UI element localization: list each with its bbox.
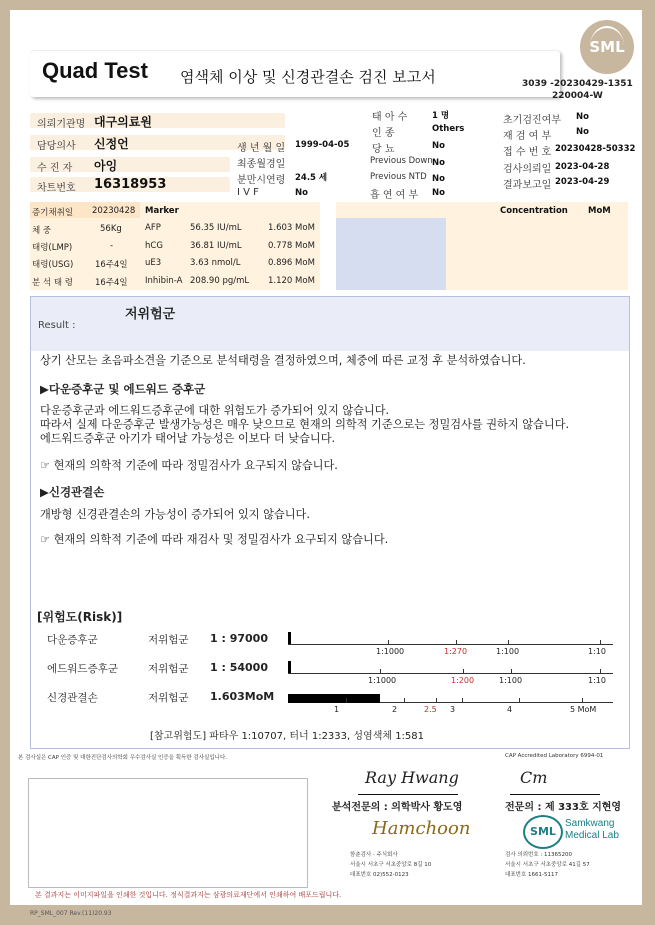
smoking-value: No xyxy=(432,188,445,198)
dob-label: 생 년 월 일 xyxy=(237,143,286,154)
intro-text: 상기 산모는 초음파소견을 기준으로 분석태령을 결정하였으며, 체중에 따른 교정 후 분석하였습니다. xyxy=(40,354,526,367)
risk-title: [위험도(Risk)] xyxy=(37,610,123,624)
risk-tick xyxy=(346,698,347,703)
marker-name: AFP xyxy=(145,223,161,233)
first-test-label: 초기검진여부 xyxy=(503,115,561,126)
retest-label: 재 검 여 부 xyxy=(503,131,552,142)
risk-tick-label: 1:1000 xyxy=(376,647,405,656)
chart-label: 차트번호 xyxy=(37,183,76,194)
cap-right: CAP Accredited Laboratory 6994-01 xyxy=(505,753,604,759)
down-note: ☞ 현재의 의학적 기준에 따라 정밀검사가 요구되지 않습니다. xyxy=(40,459,338,472)
risk-tick-label: 1:270 xyxy=(444,647,468,656)
institution-label: 의뢰기관명 xyxy=(37,119,86,130)
samkwang-name-2: Medical Lab xyxy=(565,830,619,841)
risk-value: 1 : 97000 xyxy=(210,632,268,645)
doc-id-line-2: 220004-W xyxy=(551,91,603,101)
analysis-label: 분 석 태 령 xyxy=(32,278,73,288)
cap-note: 본 검사실은 CAP 인증 및 대한진단검사의학회 우수검사실 인증을 획득한 검사실입니다. xyxy=(18,755,228,761)
marker-name: Inhibin-A xyxy=(145,275,183,286)
risk-tick xyxy=(404,698,405,703)
result-value: 저위험군 xyxy=(125,307,176,322)
signature-right: Cm xyxy=(520,768,548,787)
addr-right-1: 검사 의뢰번호 : 11365200 xyxy=(505,852,572,858)
institution-value: 대구의료원 xyxy=(94,115,152,129)
risk-reference: [참고위험도] 파타우 1:10707, 터너 1:2333, 성염색체 1:581 xyxy=(150,731,425,742)
marker-mom: 1.120 MoM xyxy=(268,275,315,286)
weight-label: 체 중 xyxy=(32,226,52,236)
signature-right-line xyxy=(510,794,600,795)
risk-tick xyxy=(436,698,437,703)
chart-value: 16318953 xyxy=(94,177,167,192)
requested-label: 검사의뢰일 xyxy=(503,164,552,175)
risk-axis xyxy=(288,673,613,674)
signature-left: Ray Hwang xyxy=(365,768,459,787)
risk-tick-label: 1:10 xyxy=(588,676,606,685)
risk-tick-label: 1:200 xyxy=(451,676,475,685)
risk-tick xyxy=(380,669,381,674)
ntd-text-1: 개방형 신경관결손의 가능성이 증가되어 있지 않습니다. xyxy=(40,508,310,521)
brand-title: Quad Test xyxy=(42,58,148,83)
collect-label: 증기채취일 xyxy=(32,208,74,218)
requested-value: 2023-04-28 xyxy=(555,162,610,172)
marker-value: 208.90 pg/mL xyxy=(190,275,250,286)
fetus-value: 1 명 xyxy=(432,111,450,121)
reception-value: 20230428-50332 xyxy=(555,144,636,154)
risk-name: 신경관결손 xyxy=(47,692,98,704)
risk-tick-label: 1 xyxy=(334,705,340,714)
risk-tick-label: 2 xyxy=(392,705,398,714)
ntd-heading: ▶신경관결손 xyxy=(40,485,105,499)
addr-left-2: 서울시 서초구 서초중앙로 8길 10 xyxy=(350,862,432,868)
doctor-label: 담당의사 xyxy=(37,141,76,152)
collect-value: 20230428 xyxy=(92,206,136,216)
down-text-3: 에드워드증후군 아기가 태어날 가능성은 이보다 더 낮습니다. xyxy=(40,432,336,445)
lmp-ga-label: 태령(LMP) xyxy=(32,243,73,253)
risk-tick-label: 4 xyxy=(507,705,513,714)
doc-id-line-1: 3039 -20230429-1351 xyxy=(522,79,633,89)
mom-header: MoM xyxy=(588,206,611,216)
fetus-label: 태 아 수 xyxy=(372,112,408,123)
down-text-2: 따라서 실제 다운증후군 발생가능성은 매우 낮으므로 현재의 의학적 기준으로는 정밀검사를 권하지 않습니다. xyxy=(40,418,569,431)
marker-name: uE3 xyxy=(145,258,162,268)
down-text-1: 다운증후군과 에드워드증후군에 대한 위험도가 증가되어 있지 않습니다. xyxy=(40,404,390,417)
marker-value: 36.81 IU/mL xyxy=(190,240,242,251)
risk-name: 다운증후군 xyxy=(47,634,98,646)
ivf-label: I V F xyxy=(237,187,259,198)
first-test-value: No xyxy=(576,112,589,122)
risk-tick-label: 5 MoM xyxy=(570,705,597,714)
risk-tick-label: 1:100 xyxy=(499,676,523,685)
risk-value: 1.603MoM xyxy=(210,690,275,703)
marker-value: 3.63 nmol/L xyxy=(190,258,241,268)
risk-marker xyxy=(288,694,380,703)
signer-left: 분석전문의 : 의학박사 황도영 xyxy=(332,802,463,813)
prev-ntd-value: No xyxy=(432,174,445,184)
form-id: RP_SML_007 Rev.(11)20.93 xyxy=(30,910,112,917)
risk-level: 저위험군 xyxy=(148,692,189,704)
down-heading: ▶다운증후군 및 에드워드 증후군 xyxy=(40,382,206,396)
prev-down-label: Previous Down xyxy=(370,156,433,166)
report-title: 염색체 이상 및 신경관결손 검진 보고서 xyxy=(180,68,436,86)
age-value: 24.5 세 xyxy=(295,173,328,183)
risk-marker xyxy=(288,632,291,644)
race-value: Others xyxy=(432,124,465,134)
risk-tick xyxy=(600,669,601,674)
marker-mom: 0.896 MoM xyxy=(268,258,315,268)
addr-right-2: 서울시 서초구 서초중앙로 41길 57 xyxy=(505,862,590,868)
marker-value: 56.35 IU/mL xyxy=(190,223,242,233)
addr-left-1: 함춘검사 · 주식회사 xyxy=(350,852,398,858)
risk-tick xyxy=(462,698,463,703)
retest-value: No xyxy=(576,127,589,137)
samkwang-logo-icon: SML xyxy=(523,815,563,849)
signature-left-line xyxy=(358,794,458,795)
risk-tick-label: 1:10 xyxy=(588,647,606,656)
reported-label: 결과보고일 xyxy=(503,180,552,191)
doctor-value: 신정언 xyxy=(94,137,129,151)
risk-tick xyxy=(456,640,457,645)
smoking-label: 흡 연 여 부 xyxy=(370,190,419,201)
diabetes-value: No xyxy=(432,141,445,151)
risk-marker xyxy=(288,661,291,673)
diabetes-label: 당 뇨 xyxy=(372,144,395,155)
document-id xyxy=(522,78,633,102)
lmp-ga-value: - xyxy=(110,241,114,251)
risk-tick-label: 3 xyxy=(450,705,456,714)
sml-logo-icon: SML xyxy=(580,20,634,74)
prev-down-value: No xyxy=(432,158,445,168)
risk-level: 저위험군 xyxy=(148,634,189,646)
risk-tick xyxy=(463,669,464,674)
samkwang-name-1: Samkwang xyxy=(565,818,615,829)
risk-tick xyxy=(511,669,512,674)
risk-tick-label: 1:1000 xyxy=(368,676,397,685)
concentration-header: Concentration xyxy=(500,206,568,216)
lmp-label: 최종월경일 xyxy=(237,159,286,170)
usg-label: 태령(USG) xyxy=(32,260,74,270)
marker-header: Marker xyxy=(145,206,179,216)
result-box xyxy=(30,296,630,353)
reception-label: 접 수 번 호 xyxy=(503,147,552,158)
risk-axis xyxy=(288,644,613,645)
dob-value: 1999-04-05 xyxy=(295,140,350,150)
usg-value: 16주4일 xyxy=(95,260,128,270)
risk-tick xyxy=(508,640,509,645)
result-label: Result : xyxy=(38,320,76,331)
risk-tick-label: 2.5 xyxy=(424,705,437,714)
lab-blank-cells xyxy=(336,218,446,290)
risk-value: 1 : 54000 xyxy=(210,661,268,674)
risk-tick-label: 1:100 xyxy=(496,647,520,656)
hamchoon-logo: Hamchoon xyxy=(372,818,471,839)
analysis-value: 16주4일 xyxy=(95,278,128,288)
weight-value: 56Kg xyxy=(100,224,122,234)
reported-value: 2023-04-29 xyxy=(555,177,610,187)
race-label: 인 종 xyxy=(372,128,395,139)
marker-mom: 1.603 MoM xyxy=(268,223,315,233)
ivf-value: No xyxy=(295,188,308,198)
risk-tick xyxy=(519,698,520,703)
risk-tick xyxy=(600,640,601,645)
print-notice: 본 결과지는 이미지파일을 인쇄한 것입니다. 정식결과지는 삼광의료재단에서 인쇄하여 배포드립니다. xyxy=(35,891,342,899)
examinee-value: 아잉 xyxy=(94,159,118,173)
examinee-label: 수 진 자 xyxy=(37,163,73,174)
age-label: 분만시연령 xyxy=(237,175,286,186)
signer-right: 전문의 : 제 333호 지현영 xyxy=(505,802,622,813)
addr-left-3: 대표번호 02)552-0123 xyxy=(350,872,409,878)
addr-right-3: 대표번호 1661-5117 xyxy=(505,872,558,878)
marker-mom: 0.778 MoM xyxy=(268,240,315,251)
risk-level: 저위험군 xyxy=(148,663,189,675)
risk-name: 에드워드증후군 xyxy=(47,663,119,675)
risk-tick xyxy=(582,698,583,703)
comment-box xyxy=(28,778,308,888)
marker-name: hCG xyxy=(145,240,163,251)
risk-tick xyxy=(388,640,389,645)
prev-ntd-label: Previous NTD xyxy=(370,172,427,182)
ntd-note: ☞ 현재의 의학적 기준에 따라 재검사 및 정밀검사가 요구되지 않습니다. xyxy=(40,533,389,546)
